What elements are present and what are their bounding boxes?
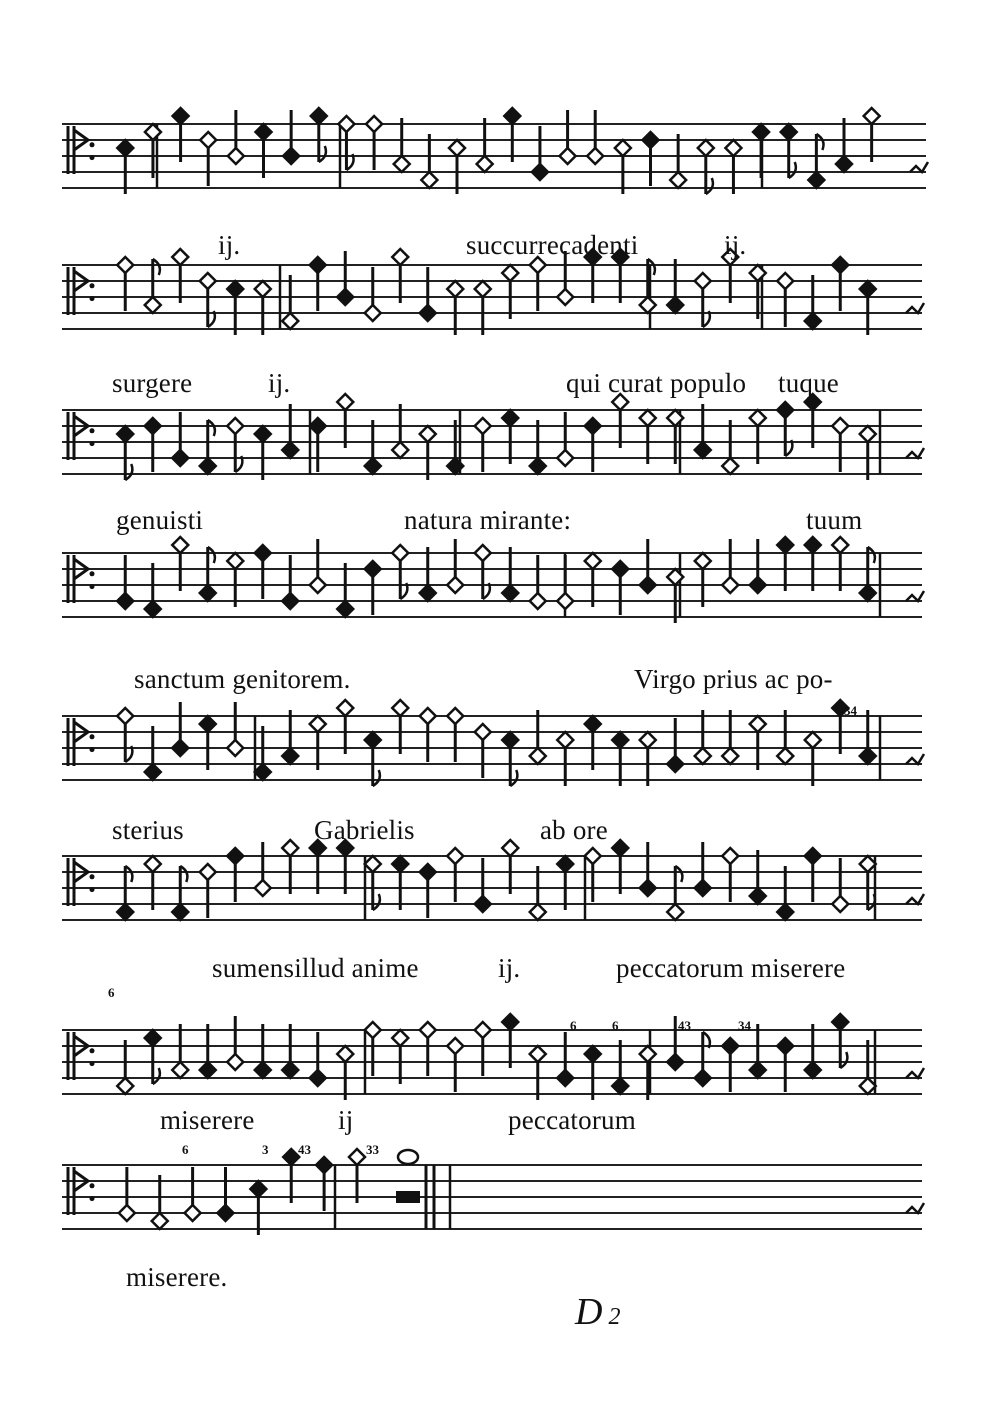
diamond-note xyxy=(698,140,714,156)
lyric: qui curat populo xyxy=(566,368,747,398)
clef-dot xyxy=(90,1061,95,1066)
diamond-note xyxy=(781,124,797,140)
diamond-note xyxy=(310,257,326,273)
diamond-note xyxy=(117,257,133,273)
diamond-note xyxy=(365,305,381,321)
lyric: peccatorum miserere xyxy=(616,953,846,983)
diamond-note xyxy=(502,1014,518,1030)
clef-dot xyxy=(90,441,95,446)
diamond-note xyxy=(750,888,766,904)
diamond-note xyxy=(722,748,738,764)
diamond-note xyxy=(200,585,216,601)
diamond-note xyxy=(640,880,656,896)
diamond-note xyxy=(777,402,793,418)
diamond-note xyxy=(447,708,463,724)
lyric: natura mirante: xyxy=(404,505,572,535)
diamond-note xyxy=(640,1046,656,1062)
lyric: miserere xyxy=(160,1105,255,1135)
bass-clef-icon xyxy=(68,718,88,766)
diamond-note xyxy=(805,732,821,748)
diamond-note xyxy=(640,732,656,748)
diamond-note xyxy=(283,1149,299,1165)
diamond-note xyxy=(172,1062,188,1078)
diamond-note xyxy=(475,418,491,434)
clef-dot xyxy=(90,1183,95,1188)
diamond-note xyxy=(557,732,573,748)
diamond-note xyxy=(316,1157,332,1173)
diamond-note xyxy=(255,1062,271,1078)
diamond-note xyxy=(420,708,436,724)
diamond-note xyxy=(722,848,738,864)
diamond-note xyxy=(255,545,271,561)
diamond-note xyxy=(392,249,408,265)
diamond-note xyxy=(667,1054,683,1070)
figured-bass-numeral: 6 xyxy=(570,1018,577,1033)
diamond-note xyxy=(585,418,601,434)
diamond-note xyxy=(502,585,518,601)
figured-bass-numeral: 34 xyxy=(844,703,857,718)
diamond-note xyxy=(200,716,216,732)
signature-number: 2 xyxy=(608,1304,621,1330)
diamond-note xyxy=(612,732,628,748)
diamond-note xyxy=(337,1046,353,1062)
diamond-note xyxy=(337,394,353,410)
diamond-note xyxy=(282,313,298,329)
diamond-note xyxy=(777,273,793,289)
lyric: miserere. xyxy=(126,1262,228,1292)
custos-icon xyxy=(906,1068,924,1078)
custos-icon xyxy=(906,754,924,764)
diamond-note xyxy=(667,904,683,920)
figured-bass-numeral: 43 xyxy=(678,1018,691,1033)
diamond-note xyxy=(282,748,298,764)
diamond-note xyxy=(477,156,493,172)
clef-dot xyxy=(90,296,95,301)
diamond-note xyxy=(200,132,216,148)
diamond-note xyxy=(366,116,382,132)
diamond-note xyxy=(777,748,793,764)
custos-icon xyxy=(910,162,928,172)
diamond-note xyxy=(777,904,793,920)
diamond-note xyxy=(832,418,848,434)
diamond-note xyxy=(612,1078,628,1094)
clef-dot xyxy=(90,584,95,589)
clef-dot xyxy=(90,1196,95,1201)
bass-clef-icon xyxy=(68,858,88,906)
lyric: sterius xyxy=(112,815,184,845)
bass-clef-icon xyxy=(68,555,88,603)
diamond-note xyxy=(117,904,133,920)
diamond-note xyxy=(805,313,821,329)
lyric: succurrecadenti xyxy=(466,230,639,260)
diamond-note xyxy=(255,880,271,896)
diamond-note xyxy=(145,601,161,617)
diamond-note xyxy=(585,553,601,569)
diamond-note xyxy=(310,716,326,732)
diamond-note xyxy=(365,458,381,474)
diamond-note xyxy=(530,593,546,609)
diamond-note xyxy=(392,442,408,458)
diamond-note xyxy=(532,164,548,180)
diamond-note xyxy=(310,1070,326,1086)
diamond-note xyxy=(394,156,410,172)
diamond-note xyxy=(587,148,603,164)
diamond-note xyxy=(860,1078,876,1094)
longa-note xyxy=(396,1191,420,1203)
diamond-note xyxy=(250,1181,266,1197)
diamond-note xyxy=(227,553,243,569)
diamond-note xyxy=(832,1014,848,1030)
bass-clef-icon xyxy=(68,412,88,460)
diamond-note xyxy=(753,124,769,140)
diamond-note xyxy=(557,1070,573,1086)
diamond-note xyxy=(337,289,353,305)
diamond-note xyxy=(172,249,188,265)
diamond-note xyxy=(392,1030,408,1046)
diamond-note xyxy=(420,864,436,880)
diamond-note xyxy=(615,140,631,156)
diamond-note xyxy=(255,281,271,297)
diamond-note xyxy=(337,601,353,617)
diamond-note xyxy=(420,585,436,601)
custos-icon xyxy=(906,591,924,601)
lyric: ij. xyxy=(218,230,241,260)
diamond-note xyxy=(447,848,463,864)
diamond-note xyxy=(282,1062,298,1078)
diamond-note xyxy=(643,132,659,148)
diamond-note xyxy=(557,593,573,609)
diamond-note xyxy=(145,764,161,780)
diamond-note xyxy=(172,740,188,756)
diamond-note xyxy=(695,748,711,764)
diamond-note xyxy=(530,458,546,474)
diamond-note xyxy=(117,140,133,156)
diamond-note xyxy=(750,410,766,426)
figured-bass-numeral: 6 xyxy=(108,985,115,1000)
diamond-note xyxy=(695,442,711,458)
diamond-note xyxy=(282,593,298,609)
diamond-note xyxy=(310,418,326,434)
lyric: sumensillud anime xyxy=(212,953,419,983)
diamond-note xyxy=(612,561,628,577)
diamond-note xyxy=(365,1022,381,1038)
diamond-note xyxy=(172,904,188,920)
diamond-note xyxy=(560,148,576,164)
custos-icon xyxy=(906,894,924,904)
diamond-note xyxy=(152,1213,168,1229)
clef-dot xyxy=(90,887,95,892)
diamond-note xyxy=(585,1046,601,1062)
bass-clef-icon xyxy=(68,1032,88,1080)
diamond-note xyxy=(227,418,243,434)
diamond-note xyxy=(117,1078,133,1094)
clef-dot xyxy=(90,1048,95,1053)
diamond-note xyxy=(860,426,876,442)
diamond-note xyxy=(750,1062,766,1078)
clef-dot xyxy=(90,283,95,288)
diamond-note xyxy=(447,1038,463,1054)
diamond-note xyxy=(200,1062,216,1078)
figured-bass-numeral: 3 xyxy=(262,1142,269,1157)
diamond-note xyxy=(365,561,381,577)
diamond-note xyxy=(392,545,408,561)
diamond-note xyxy=(420,426,436,442)
diamond-note xyxy=(640,577,656,593)
diamond-note xyxy=(365,732,381,748)
lyric: ij. xyxy=(498,953,521,983)
diamond-note xyxy=(365,856,381,872)
diamond-note xyxy=(808,172,824,188)
diamond-note xyxy=(805,1062,821,1078)
diamond-note xyxy=(145,297,161,313)
diamond-note xyxy=(557,856,573,872)
diamond-note xyxy=(585,716,601,732)
lyric: Gabrielis xyxy=(314,815,415,845)
diamond-note xyxy=(117,708,133,724)
diamond-note xyxy=(475,545,491,561)
figured-bass-numeral: 6 xyxy=(612,1018,619,1033)
diamond-note xyxy=(255,764,271,780)
diamond-note xyxy=(311,108,327,124)
diamond-note xyxy=(864,108,880,124)
diamond-note xyxy=(420,305,436,321)
diamond-note xyxy=(145,1030,161,1046)
diamond-note xyxy=(557,450,573,466)
clef-dot xyxy=(90,155,95,160)
diamond-note xyxy=(185,1205,201,1221)
diamond-note xyxy=(670,172,686,188)
diamond-note xyxy=(392,700,408,716)
diamond-note xyxy=(200,273,216,289)
bass-clef-icon xyxy=(68,126,88,174)
diamond-note xyxy=(504,108,520,124)
custos-icon xyxy=(906,303,924,313)
lyric: tuque xyxy=(778,368,839,398)
diamond-note xyxy=(337,700,353,716)
diamond-note xyxy=(200,864,216,880)
diamond-note xyxy=(255,426,271,442)
diamond-note xyxy=(145,124,161,140)
diamond-note xyxy=(695,273,711,289)
diamond-note xyxy=(722,1038,738,1054)
custos-icon xyxy=(906,448,924,458)
lyric: Virgo prius ac po- xyxy=(634,664,833,694)
diamond-note xyxy=(449,140,465,156)
diamond-note xyxy=(475,281,491,297)
diamond-note xyxy=(805,537,821,553)
lyric: sanctum genitorem. xyxy=(134,664,351,694)
diamond-note xyxy=(172,537,188,553)
clef-dot xyxy=(90,428,95,433)
diamond-note xyxy=(805,848,821,864)
diamond-note xyxy=(310,577,326,593)
diamond-note xyxy=(612,840,628,856)
diamond-note xyxy=(832,537,848,553)
clef-dot xyxy=(90,571,95,576)
diamond-note xyxy=(172,450,188,466)
diamond-note xyxy=(530,1046,546,1062)
figured-bass-numeral: 33 xyxy=(366,1142,379,1157)
diamond-note xyxy=(217,1205,233,1221)
diamond-note xyxy=(421,172,437,188)
diamond-note xyxy=(228,148,244,164)
diamond-note xyxy=(640,297,656,313)
diamond-note xyxy=(777,537,793,553)
lyric: genuisti xyxy=(116,505,204,535)
diamond-note xyxy=(475,896,491,912)
diamond-note xyxy=(145,418,161,434)
figured-bass-numeral: 6 xyxy=(182,1142,189,1157)
diamond-note xyxy=(227,281,243,297)
diamond-note xyxy=(502,410,518,426)
diamond-note xyxy=(725,140,741,156)
bass-clef-icon xyxy=(68,267,88,315)
diamond-note xyxy=(447,281,463,297)
diamond-note xyxy=(349,1149,365,1165)
diamond-note xyxy=(420,1022,436,1038)
diamond-note xyxy=(502,732,518,748)
diamond-note xyxy=(227,848,243,864)
lyric: ij. xyxy=(724,230,747,260)
diamond-note xyxy=(695,553,711,569)
diamond-note xyxy=(282,840,298,856)
diamond-note xyxy=(722,458,738,474)
figured-bass-numeral: 34 xyxy=(738,1018,751,1033)
clef-dot xyxy=(90,734,95,739)
diamond-note xyxy=(475,1022,491,1038)
diamond-note xyxy=(227,1054,243,1070)
diamond-note xyxy=(695,1070,711,1086)
diamond-note xyxy=(530,748,546,764)
clef-dot xyxy=(90,747,95,752)
diamond-note xyxy=(860,585,876,601)
diamond-note xyxy=(119,1205,135,1221)
clef-dot xyxy=(90,874,95,879)
diamond-note xyxy=(282,442,298,458)
diamond-note xyxy=(722,577,738,593)
custos-icon xyxy=(906,1203,924,1213)
fermata-icon xyxy=(398,1150,418,1164)
diamond-note xyxy=(145,856,161,872)
lyric: ab ore xyxy=(540,815,608,845)
figured-bass-numeral: 43 xyxy=(298,1142,311,1157)
diamond-note xyxy=(832,896,848,912)
clef-dot xyxy=(90,142,95,147)
diamond-note xyxy=(832,257,848,273)
diamond-note xyxy=(777,1038,793,1054)
diamond-note xyxy=(667,756,683,772)
diamond-note xyxy=(836,156,852,172)
diamond-note xyxy=(502,265,518,281)
diamond-note xyxy=(860,748,876,764)
diamond-note xyxy=(557,289,573,305)
diamond-note xyxy=(750,265,766,281)
diamond-note xyxy=(117,426,133,442)
diamond-note xyxy=(530,904,546,920)
lyric: ij. xyxy=(268,368,291,398)
diamond-note xyxy=(447,577,463,593)
diamond-note xyxy=(173,108,189,124)
lyric: tuum xyxy=(806,505,863,535)
diamond-note xyxy=(640,410,656,426)
lyric: surgere xyxy=(112,368,193,398)
bass-clef-icon xyxy=(68,1167,88,1215)
lyric: peccatorum xyxy=(508,1105,636,1135)
signature-mark xyxy=(575,1290,620,1334)
diamond-note xyxy=(667,297,683,313)
diamond-note xyxy=(860,856,876,872)
diamond-note xyxy=(695,880,711,896)
diamond-note xyxy=(475,724,491,740)
diamond-note xyxy=(750,577,766,593)
lyric: ij xyxy=(338,1105,354,1135)
diamond-note xyxy=(860,281,876,297)
diamond-note xyxy=(585,848,601,864)
diamond-note xyxy=(200,458,216,474)
diamond-note xyxy=(283,148,299,164)
signature-letter: D xyxy=(575,1291,603,1333)
diamond-note xyxy=(117,593,133,609)
diamond-note xyxy=(750,716,766,732)
diamond-note xyxy=(256,124,272,140)
diamond-note xyxy=(227,740,243,756)
diamond-note xyxy=(392,856,408,872)
diamond-note xyxy=(502,840,518,856)
